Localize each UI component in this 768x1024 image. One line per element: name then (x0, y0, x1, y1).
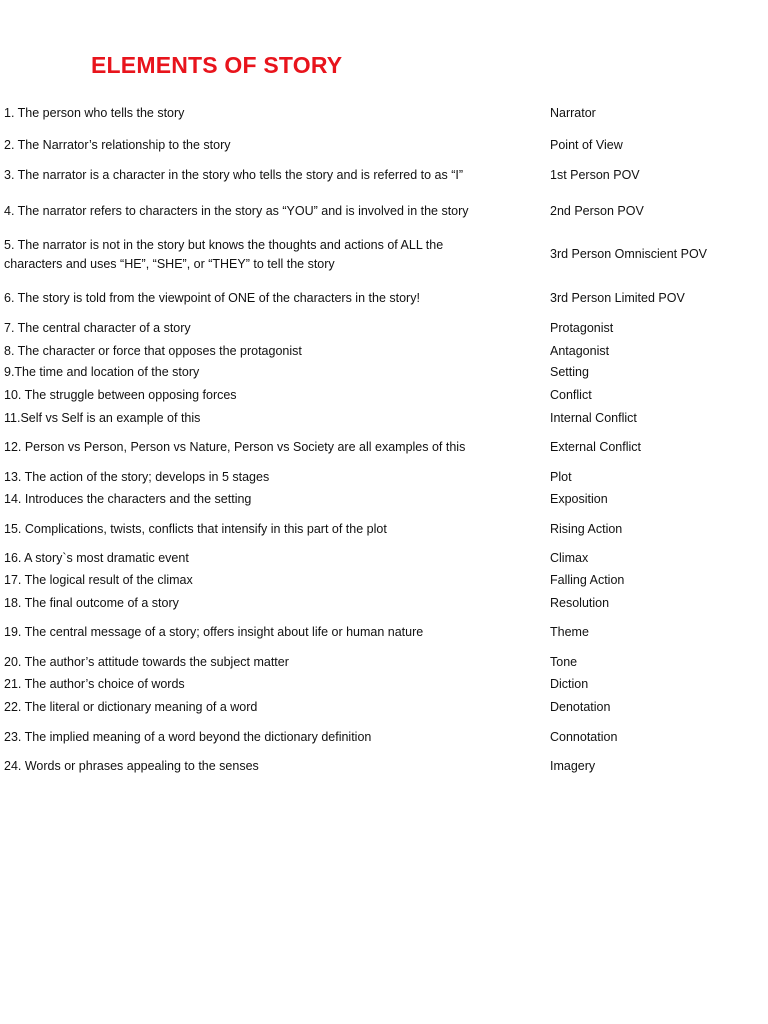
definition-text: 9.The time and location of the story (4, 365, 200, 379)
term-text: Connotation (550, 730, 618, 744)
term-text: Exposition (550, 492, 608, 506)
term-text: Plot (550, 470, 572, 484)
term-text: 1st Person POV (550, 168, 640, 182)
definition-text: 14. Introduces the characters and the setting (4, 492, 252, 506)
term-text: Climax (550, 551, 589, 565)
definition-text: 15. Complications, twists, conflicts that intensify in this part of the plot (4, 522, 387, 536)
definition-text: 18. The final outcome of a story (4, 596, 179, 610)
definition-text: 10. The struggle between opposing forces (4, 388, 237, 402)
definition-text: 1. The person who tells the story (4, 106, 185, 120)
definition-text: 16. A story`s most dramatic event (4, 551, 189, 565)
term-text: Tone (550, 655, 578, 669)
term-text: Denotation (550, 700, 611, 714)
definition-text: 8. The character or force that opposes the protagonist (4, 344, 302, 358)
term-text: Resolution (550, 596, 610, 610)
term-text: External Conflict (550, 440, 642, 454)
page-title: ELEMENTS OF STORY (91, 52, 343, 78)
definition-text: 22. The literal or dictionary meaning of a word (4, 700, 258, 714)
term-text: Protagonist (550, 321, 614, 335)
term-text: Setting (550, 365, 589, 379)
term-text: 3rd Person Omniscient POV (550, 247, 708, 261)
definition-text: 11.Self vs Self is an example of this (4, 411, 201, 425)
term-text: Imagery (550, 759, 596, 773)
definition-text: 3. The narrator is a character in the story who tells the story and is referred to as “I” (4, 168, 463, 182)
definition-text: 5. The narrator is not in the story but knows the thoughts and actions of ALL the characters and uses “HE”, “SHE”, or “THEY” to tell the story (4, 238, 444, 271)
term-text: 2nd Person POV (550, 204, 644, 218)
definition-text: 19. The central message of a story; offers insight about life or human nature (4, 625, 424, 639)
definition-text: 7. The central character of a story (4, 321, 191, 335)
term-text: Narrator (550, 106, 596, 120)
term-text: Diction (550, 677, 589, 691)
definition-text: 24. Words or phrases appealing to the senses (4, 759, 259, 773)
term-text: 3rd Person Limited POV (550, 291, 685, 305)
definition-text: 12. Person vs Person, Person vs Nature, Person vs Society are all examples of this (4, 440, 466, 454)
definition-text: 17. The logical result of the climax (4, 573, 193, 587)
definition-text: 23. The implied meaning of a word beyond the dictionary definition (4, 730, 372, 744)
definition-text: 6. The story is told from the viewpoint of ONE of the characters in the story! (4, 291, 420, 305)
definition-text: 4. The narrator refers to characters in the story as “YOU” and is involved in the story (4, 204, 469, 218)
term-text: Internal Conflict (550, 411, 637, 425)
term-text: Theme (550, 625, 589, 639)
definition-text: 2. The Narrator’s relationship to the story (4, 138, 231, 152)
definition-text: 13. The action of the story; develops in 5 stages (4, 470, 270, 484)
term-text: Falling Action (550, 573, 625, 587)
term-text: Antagonist (550, 344, 610, 358)
definition-text: 21. The author’s choice of words (4, 677, 185, 691)
term-text: Rising Action (550, 522, 623, 536)
term-text: Point of View (550, 138, 623, 152)
term-text: Conflict (550, 388, 592, 402)
definition-text: 20. The author’s attitude towards the subject matter (4, 655, 289, 669)
